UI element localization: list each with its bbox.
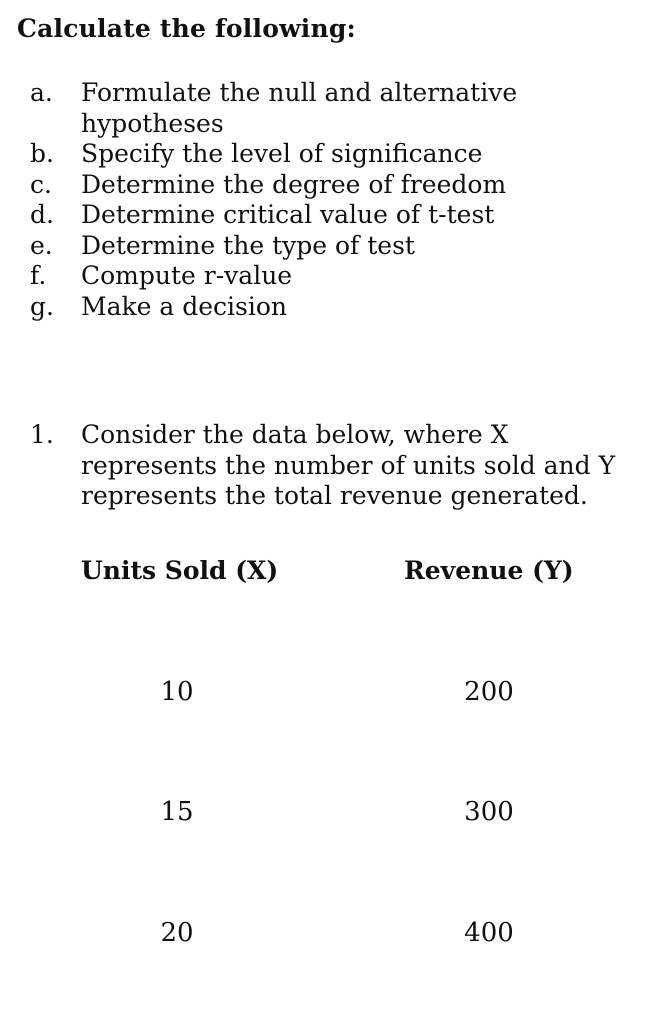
task-marker: e.: [30, 230, 53, 260]
table-cell-units-sold: 20: [160, 918, 194, 948]
task-marker: g.: [30, 291, 54, 321]
task-marker: a.: [30, 78, 53, 107]
table-cell-revenue: 400: [464, 918, 514, 948]
task-item: [30, 139, 640, 170]
table-cell-revenue: 300: [464, 797, 514, 827]
task-item: [30, 261, 640, 292]
task-text: Specify the level of significance: [81, 139, 483, 168]
task-text: Compute r-value: [81, 261, 293, 290]
task-item: [30, 200, 640, 231]
task-marker: d.: [30, 200, 54, 229]
question-marker: 1.: [30, 420, 54, 449]
task-text: Determine the degree of freedom: [81, 169, 507, 199]
task-marker: b.: [30, 139, 54, 168]
task-text: Determine critical value of t-test: [81, 200, 495, 229]
task-item: [30, 78, 640, 139]
task-text: Make a decision: [81, 291, 288, 321]
table-cell-units-sold: 10: [160, 677, 194, 707]
task-list: [30, 78, 640, 322]
task-marker: c.: [30, 169, 52, 199]
task-text: Formulate the null and alternative hypotheses: [81, 78, 518, 138]
task-item: [30, 292, 640, 323]
question-item: [30, 420, 640, 512]
question-text: Consider the data below, where X represents the number of units sold and Y represents the total revenue generated.: [81, 420, 616, 510]
column-header-units-sold: Units Sold (X): [81, 556, 279, 585]
task-text: Determine the type of test: [81, 230, 415, 260]
task-marker: f.: [30, 261, 47, 290]
task-item: [30, 231, 640, 262]
task-item: [30, 170, 640, 201]
table-cell-units-sold: 15: [160, 797, 194, 827]
table-cell-revenue: 200: [464, 677, 514, 707]
page-heading: Calculate the following:: [17, 14, 356, 43]
column-header-revenue: Revenue (Y): [404, 556, 574, 585]
